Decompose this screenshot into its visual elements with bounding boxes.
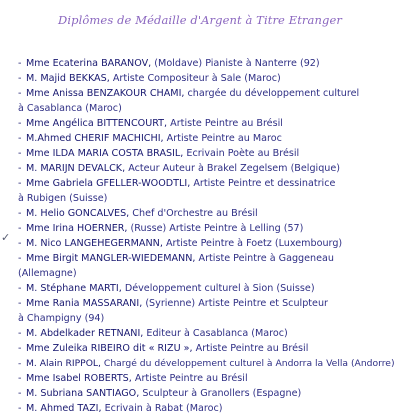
- recipient-name: M. Ahmed TAZI,: [26, 403, 102, 414]
- recipient-name: M. Nico LANGEHEGERMANN,: [26, 238, 163, 249]
- recipient-name: Mme Anissa BENZAKOUR CHAMI,: [26, 88, 185, 99]
- recipient-description: (Syrienne) Artiste Peintre et Sculpteur: [145, 298, 328, 309]
- recipient-name: Mme Zuleika RIBEIRO dit « RIZU »,: [26, 343, 193, 354]
- recipient-description: Chef d'Orchestre au Brésil: [132, 208, 258, 219]
- recipient-name: Mme Angélica BITTENCOURT,: [26, 118, 168, 129]
- list-item: - M. Stéphane MARTI, Développement culturel à Sion (Suisse): [18, 283, 315, 294]
- recipient-name: Mme Irina HOERNER,: [26, 223, 128, 234]
- list-item-continuation: à Casablanca (Maroc): [18, 103, 122, 114]
- document-title: Diplômes de Médaille d'Argent à Titre Etranger: [58, 13, 342, 27]
- list-item: - Mme Gabriela GFELLER-WOODTLI, Artiste Peintre et dessinatrice: [18, 178, 336, 189]
- recipient-description: Artiste Peintre à Foetz (Luxembourg): [165, 238, 343, 249]
- list-item: - Mme Zuleika RIBEIRO dit « RIZU », Artiste Peintre au Brésil: [18, 343, 309, 354]
- recipient-name: Mme ILDA MARIA COSTA BRASIL,: [26, 148, 184, 159]
- recipient-description: Artiste Compositeur à Sale (Maroc): [112, 73, 281, 84]
- list-item-continuation: (Allemagne): [18, 268, 77, 279]
- recipient-name: M. Abdelkader RETNANI,: [26, 328, 144, 339]
- recipient-description: Sculpteur à Granollers (Espagne): [142, 388, 302, 399]
- recipient-name: M. Alain RIPPOL,: [26, 358, 101, 369]
- list-item: - Mme Irina HOERNER, (Russe) Artiste Peintre à Lelling (57): [18, 223, 304, 234]
- recipient-description: Développement culturel à Sion (Suisse): [124, 283, 315, 294]
- list-item: - Mme Angélica BITTENCOURT, Artiste Peintre au Brésil: [18, 118, 283, 129]
- list-item: - M. MARIJN DEVALCK, Acteur Auteur à Brakel Zegelsem (Belgique): [18, 163, 341, 174]
- recipient-name: M. Majid BEKKAS,: [26, 73, 110, 84]
- handwritten-check-mark: ✓: [1, 231, 11, 244]
- recipient-description: Artiste Peintre et dessinatrice: [193, 178, 336, 189]
- recipient-list: [1, 56, 398, 416]
- recipient-description: Artiste Peintre au Maroc: [166, 133, 282, 144]
- list-item: - M.Ahmed CHERIF MACHICHI, Artiste Peintre au Maroc: [18, 133, 282, 144]
- list-item: - Mme Ecaterina BARANOV, (Moldave) Pianiste à Nanterre (92): [18, 58, 320, 69]
- recipient-description: Ecrivain Poète au Brésil: [186, 148, 300, 159]
- recipient-description: Chargé du développement culturel à Andorra la Vella (Andorre): [103, 358, 395, 369]
- recipient-name: Mme Birgit MANGLER-WIEDEMANN,: [26, 253, 196, 264]
- recipient-name: M.Ahmed CHERIF MACHICHI,: [26, 133, 164, 144]
- list-item: - Mme Isabel ROBERTS, Artiste Peintre au Brésil: [18, 373, 248, 384]
- recipient-name: M. Subriana SANTIAGO,: [26, 388, 140, 399]
- recipient-name: Mme Gabriela GFELLER-WOODTLI,: [26, 178, 191, 189]
- list-item: - M. Helio GONCALVES, Chef d'Orchestre au Brésil: [18, 208, 258, 219]
- recipient-description: Ecrivain à Rabat (Maroc): [104, 403, 223, 414]
- list-item: - Mme ILDA MARIA COSTA BRASIL, Ecrivain Poète au Brésil: [18, 148, 300, 159]
- list-item-continuation: à Rubigen (Suisse): [18, 193, 108, 204]
- list-item: - M. Majid BEKKAS, Artiste Compositeur à Sale (Maroc): [18, 73, 281, 84]
- recipient-description: Artiste Peintre au Brésil: [134, 373, 248, 384]
- recipient-description: chargée du développement culturel: [187, 88, 360, 99]
- recipient-name: Mme Rania MASSARANI,: [26, 298, 143, 309]
- recipient-description: Artiste Peintre à Gaggeneau: [198, 253, 334, 264]
- recipient-description: (Russe) Artiste Peintre à Lelling (57): [130, 223, 304, 234]
- list-item: - Mme Anissa BENZAKOUR CHAMI, chargée du développement culturel: [18, 88, 360, 99]
- list-item: - M. Abdelkader RETNANI, Editeur à Casablanca (Maroc): [18, 328, 288, 339]
- recipient-name: M. Stéphane MARTI,: [26, 283, 122, 294]
- recipient-name: M. Helio GONCALVES,: [26, 208, 130, 219]
- list-item: - M. Subriana SANTIAGO, Sculpteur à Granollers (Espagne): [18, 388, 302, 399]
- list-item: - M. Alain RIPPOL, Chargé du développement culturel à Andorra la Vella (Andorre): [18, 358, 395, 369]
- recipient-name: M. MARIJN DEVALCK,: [26, 163, 126, 174]
- list-item: - Mme Rania MASSARANI, (Syrienne) Artiste Peintre et Sculpteur: [18, 298, 328, 309]
- recipient-description: Editeur à Casablanca (Maroc): [146, 328, 288, 339]
- recipient-description: Acteur Auteur à Brakel Zegelsem (Belgique): [128, 163, 341, 174]
- recipient-name: Mme Isabel ROBERTS,: [26, 373, 132, 384]
- list-item: - M. Ahmed TAZI, Ecrivain à Rabat (Maroc): [18, 403, 223, 414]
- recipient-name: Mme Ecaterina BARANOV,: [26, 58, 152, 69]
- recipient-description: Artiste Peintre au Brésil: [170, 118, 283, 129]
- list-item-continuation: à Champigny (94): [18, 313, 105, 324]
- recipient-description: Artiste Peintre au Brésil: [195, 343, 309, 354]
- list-item: ✓ - M. Nico LANGEHEGERMANN, Artiste Peintre à Foetz (Luxembourg): [1, 231, 343, 249]
- list-item: - Mme Birgit MANGLER-WIEDEMANN, Artiste Peintre à Gaggeneau: [18, 253, 334, 264]
- recipient-description: (Moldave) Pianiste à Nanterre (92): [154, 58, 320, 69]
